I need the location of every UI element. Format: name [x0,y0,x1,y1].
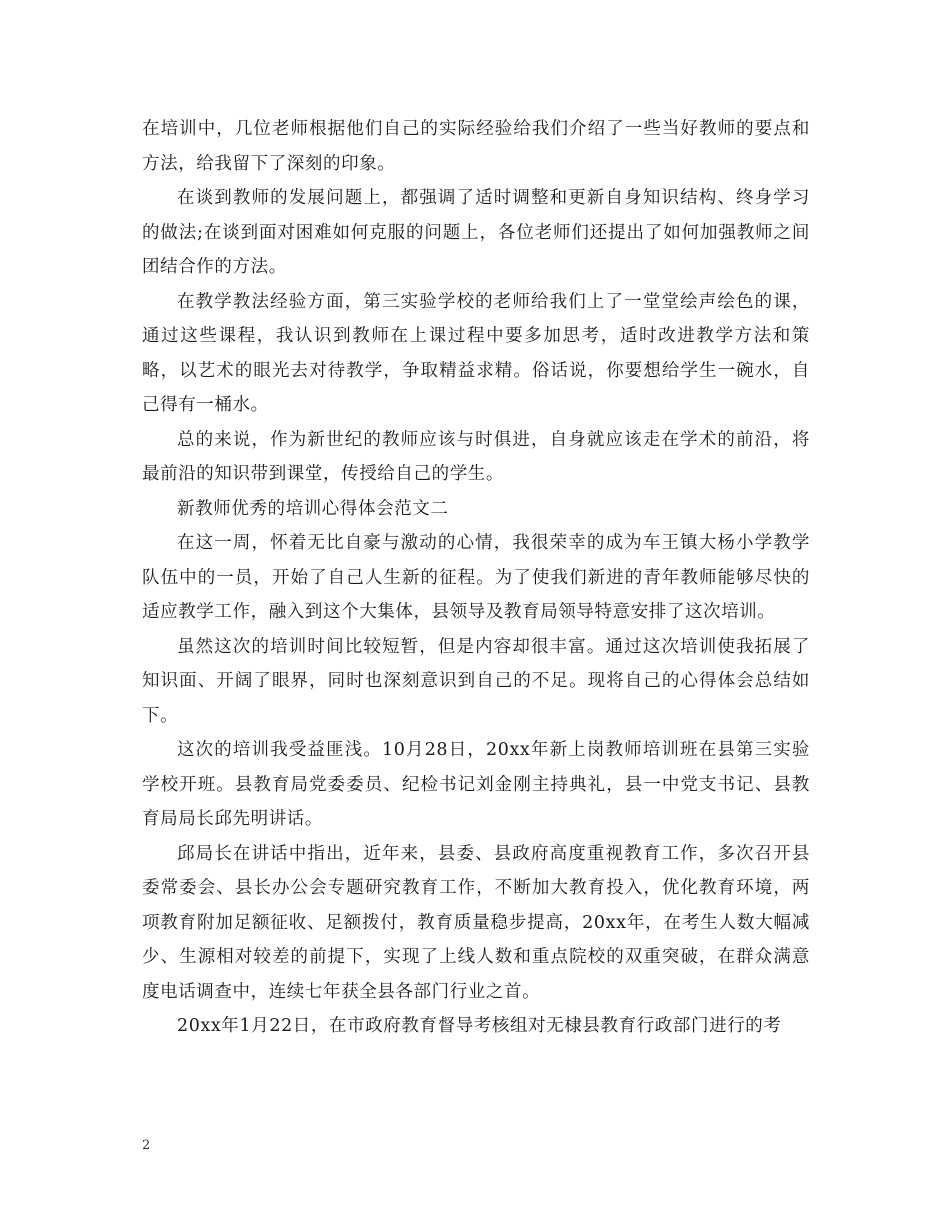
paragraph-5: 在这一周，怀着无比自豪与激动的心情，我很荣幸的成为车王镇大杨小学教学队伍中的一员，开始了自己人生新的征程。为了使我们新进的青年教师能够尽快的适应教学工作，融入到这个大集体，县领导及教育局领导特意安排了这次培训。 [142,533,810,622]
paragraph-3: 在教学教法经验方面，第三实验学校的老师给我们上了一堂堂绘声绘色的课，通过这些课程，我认识到教师在上课过程中要多加思考，适时改进教学方法和策略，以艺术的眼光去对待教学，争取精益求精。俗话说，你要想给学生一碗水，自己得有一桶水。 [142,291,810,415]
page-number: 2 [142,1138,151,1153]
paragraph-6: 虽然这次的培训时间比较短暂，但是内容却很丰富。通过这次培训使我拓展了知识面、开阔了眼界，同时也深刻意识到自己的不足。现将自己的心得体会总结如下。 [142,636,810,726]
document-body [142,112,810,1044]
paragraph-9: 20xx年1月22日，在市政府教育督导考核组对无棣县教育行政部门进行的考 [177,1016,782,1036]
section-heading: 新教师优秀的培训心得体会范文二 [177,498,449,519]
paragraph-8: 邱局长在讲话中指出，近年来，县委、县政府高度重视教育工作，多次召开县委常委会、县长办公会专题研究教育工作，不断加大教育投入，优化教育环境，两项教育附加足额征收、足额拨付，教育质量稳步提高，20xx年，在考生人数大幅减少、生源相对较差的前提下，实现了上线人数和重点院校的双重突破，在群众满意度电话调查中，连续七年获全县各部门行业之首。 [142,843,810,1002]
paragraph-4: 总的来说，作为新世纪的教师应该与时俱进，自身就应该走在学术的前沿，将最前沿的知识带到课堂，传授给自己的学生。 [142,429,810,484]
paragraph-1: 在培训中，几位老师根据他们自己的实际经验给我们介绍了一些当好教师的要点和方法，给我留下了深刻的印象。 [142,119,810,174]
paragraph-2: 在谈到教师的发展问题上，都强调了适时调整和更新自身知识结构、终身学习的做法;在谈到面对困难如何克服的问题上，各位老师们还提出了如何加强教师之间团结合作的方法。 [142,188,810,277]
paragraph-7: 这次的培训我受益匪浅。10月28日，20xx年新上岗教师培训班在县第三实验学校开班。县教育局党委委员、纪检书记刘金刚主持典礼，县一中党支书记、县教育局局长邱先明讲话。 [142,740,810,829]
